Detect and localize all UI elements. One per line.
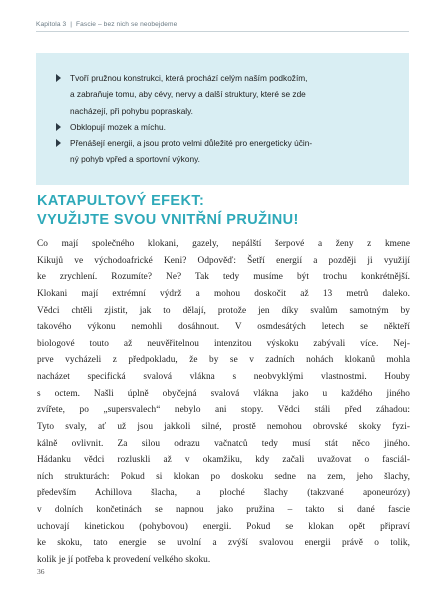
bullet-item [56, 135, 396, 168]
paragraph-line: kolik je jí potřeba k provedení velkého skoku. [37, 554, 211, 565]
bullet-line: nacházejí, při pohybu popraskaly. [70, 105, 193, 116]
paragraph-line: ke skoku, tato energie se uvolní a zvýší svalovou energii právě o tolik, [37, 538, 410, 549]
bullet-line: ný pohyb vpřed a sportovní výkony. [70, 154, 200, 165]
paragraph-line: nacházet specifická svalová vlákna s neobvyklými vlastnostmi. Houby [37, 372, 410, 382]
bullet-item [56, 119, 396, 135]
paragraph-line: především Achillova šlacha, a ploché šlachy (takzvané aponeurózy) [37, 488, 410, 499]
running-head-title: Fascie – bez nich se neobejdeme [76, 21, 178, 28]
bullet-item [56, 70, 396, 119]
header-divider [36, 31, 409, 32]
paragraph-line: v dolních končetinách se napnou jako pružina – takto si dané fascie [37, 505, 410, 515]
paragraph-line: Vědci chtěli zjistit, jak to dělají, protože jen díky svalům samotným by [37, 305, 410, 316]
triangle-bullet-icon [56, 123, 61, 131]
section-heading [37, 192, 417, 229]
paragraph-line: ních strukturách: Pokud si klokan po doskoku sedne na zem, jeho šlachy, [37, 471, 410, 482]
paragraph-line: Hádanku vědci rozluskli až v okamžiku, kdy začali uvažovat o fasciál- [37, 455, 410, 466]
section-heading-line: KATAPULTOVÝ EFEKT: [37, 193, 205, 209]
triangle-bullet-icon [56, 74, 61, 82]
paragraph-line: takového výkonu nemohli dosáhnout. V osmdesátých letech se někteří [37, 322, 410, 333]
body-paragraph [37, 236, 410, 569]
running-head-chapter: Kapitola 3 [36, 21, 67, 28]
running-head [36, 21, 177, 28]
paragraph-line: Co mají společného klokani, gazely, nepálští šerpové a ženy z kmene [37, 239, 410, 249]
bullet-line: Přenášejí energii, a jsou proto velmi důležité pro energeticky účin- [70, 138, 313, 149]
paragraph-line: ke zrychlení. Rozumíte? Ne? Tak tedy musíme být trochu konkrétnější. [37, 272, 410, 283]
paragraph-line: biologové touto až neuvěřitelnou intenzitou výskoku zabývali více. Nej- [37, 338, 410, 349]
bullet-list [56, 70, 396, 168]
paragraph-line: uchovají kinetickou (pohybovou) energii. Pokud se klokan opět připraví [37, 521, 410, 532]
bullet-line: a zabraňuje tomu, aby cévy, nervy a další struktury, které se zde [70, 89, 306, 100]
paragraph-line: s octem. Našli úplně obyčejná svalová vlákna jako u každého jiného [37, 388, 410, 399]
running-head-separator: | [70, 21, 73, 28]
section-heading-line: VYUŽIJTE SVOU VNITŘNÍ PRUŽINU! [37, 211, 299, 228]
page-number: 36 [37, 567, 45, 576]
info-box [36, 53, 409, 185]
paragraph-line: Kikujů ve východoafrické Keni? Odpověď: Šetří energií a později ji využijí [37, 255, 410, 266]
triangle-bullet-icon [56, 139, 61, 147]
bullet-line: Tvoří pružnou konstrukci, která prochází celým naším podkožím, [70, 73, 308, 83]
paragraph-line: prve vycházeli z předpokladu, že by se v zadních nohách klokanů mohla [37, 355, 410, 366]
paragraph-line: Klokani mají extrémní výdrž a mohou doskočit až 13 metrů daleko. [37, 288, 410, 299]
paragraph-line: Tyto svaly, ať už jsou jakkoli silné, prostě nemohou obrovské skoky fyzi- [37, 421, 410, 432]
paragraph-line: zvířete, po „supersvalech“ nebylo ani stopy. Vědci stáli před záhadou: [37, 405, 410, 416]
bullet-line: Obklopují mozek a míchu. [70, 121, 166, 132]
paragraph-line: kálně ovlivnit. Za silou odrazu vačnatců tedy musí stát něco jiného. [37, 438, 410, 449]
